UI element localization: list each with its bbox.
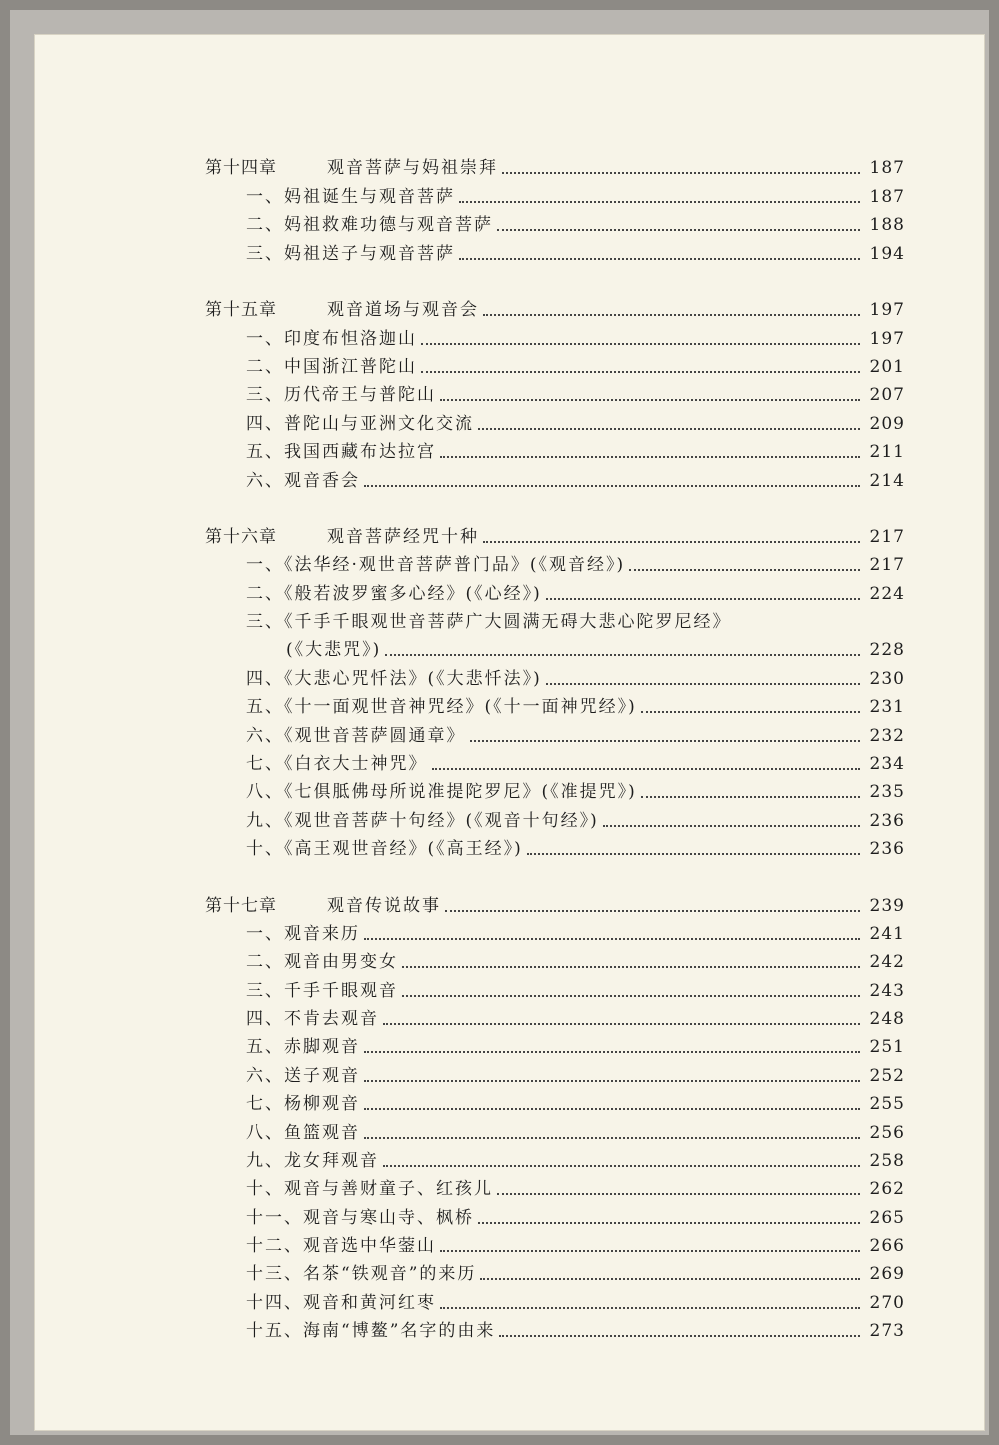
- dot-leader: [432, 766, 860, 770]
- page-number: 197: [869, 300, 905, 320]
- chapter-title: 观音传说故事: [327, 896, 441, 916]
- dot-leader: [364, 1049, 860, 1053]
- toc-section-row: [34, 666, 985, 692]
- section-title: 四、《大悲心咒忏法》(《大悲忏法》): [246, 669, 542, 689]
- page-number: 258: [869, 1151, 905, 1171]
- section-title: 二、妈祖救难功德与观音菩萨: [246, 215, 493, 235]
- dot-leader: [459, 256, 860, 260]
- page-number: 217: [869, 527, 905, 547]
- section-title: 一、印度布怛洛迦山: [246, 329, 417, 349]
- toc-section-row: [34, 1120, 985, 1146]
- page-number: 187: [869, 187, 905, 207]
- toc-section-row: [34, 1318, 985, 1344]
- section-title: 十五、海南“博鳌”名字的由来: [246, 1321, 496, 1341]
- page-number: 255: [869, 1094, 905, 1114]
- toc-chapter-row: [34, 893, 985, 919]
- toc-section-row: [34, 1148, 985, 1174]
- page-number: 269: [869, 1264, 905, 1284]
- chapter-number: 第十五章: [205, 300, 277, 320]
- dot-leader: [402, 993, 860, 997]
- page-number: 262: [869, 1179, 905, 1199]
- page-number: 241: [869, 924, 905, 944]
- page-number: 214: [869, 471, 905, 491]
- dot-leader: [603, 823, 860, 827]
- toc-section-row: [34, 184, 985, 210]
- page-number: 270: [869, 1293, 905, 1313]
- dot-leader: [385, 652, 860, 656]
- toc-section-row: [34, 354, 985, 380]
- page-frame: [10, 10, 989, 1435]
- page-number: 231: [869, 697, 905, 717]
- dot-leader: [629, 567, 860, 571]
- section-title: 二、中国浙江普陀山: [246, 357, 417, 377]
- dot-leader: [641, 709, 860, 713]
- page-number: 232: [869, 726, 905, 746]
- page-number: 236: [869, 839, 905, 859]
- section-title: 七、杨柳观音: [246, 1094, 360, 1114]
- toc-section-row: [34, 723, 985, 749]
- section-title: 七、《白衣大士神咒》: [246, 754, 428, 774]
- dot-leader: [364, 936, 860, 940]
- section-title: 三、千手千眼观音: [246, 981, 398, 1001]
- page-number: 187: [869, 158, 905, 178]
- dot-leader: [440, 1248, 860, 1252]
- toc-section-row: [34, 921, 985, 947]
- page-number: 252: [869, 1066, 905, 1086]
- dot-leader: [364, 1135, 860, 1139]
- dot-leader: [383, 1163, 860, 1167]
- toc-chapter-row: [34, 155, 985, 181]
- chapter-title: 观音菩萨与妈祖崇拜: [327, 158, 498, 178]
- section-title: 十一、观音与寒山寺、枫桥: [246, 1208, 474, 1228]
- section-title: 五、我国西藏布达拉宫: [246, 442, 436, 462]
- dot-leader: [440, 1305, 860, 1309]
- chapter-title: 观音道场与观音会: [327, 300, 479, 320]
- page-number: 201: [869, 357, 905, 377]
- toc-section-row: [34, 411, 985, 437]
- page-number: 188: [869, 215, 905, 235]
- chapter-number: 第十七章: [205, 896, 277, 916]
- toc-section-row: [34, 779, 985, 805]
- toc-section-row: [34, 212, 985, 238]
- section-title: 八、《七俱胝佛母所说准提陀罗尼》(《准提咒》): [246, 782, 637, 802]
- section-title: 六、送子观音: [246, 1066, 360, 1086]
- toc-section-row: [34, 439, 985, 465]
- toc-section-row: [34, 1006, 985, 1032]
- dot-leader: [383, 1021, 860, 1025]
- dot-leader: [478, 426, 860, 430]
- section-title: 三、历代帝王与普陀山: [246, 385, 436, 405]
- page-number: 209: [869, 414, 905, 434]
- section-title: 五、赤脚观音: [246, 1037, 360, 1057]
- section-title: 三、《千手千眼观世音菩萨广大圆满无碍大悲心陀罗尼经》: [246, 612, 732, 632]
- section-title: 六、观音香会: [246, 471, 360, 491]
- page-number: 207: [869, 385, 905, 405]
- section-title: 四、普陀山与亚洲文化交流: [246, 414, 474, 434]
- dot-leader: [364, 483, 860, 487]
- page-number: 211: [869, 442, 905, 462]
- section-title: 十二、观音选中华蓥山: [246, 1236, 436, 1256]
- page-number: 265: [869, 1208, 905, 1228]
- dot-leader: [402, 964, 860, 968]
- section-title: 八、鱼篮观音: [246, 1123, 360, 1143]
- toc-section-row: [34, 326, 985, 352]
- toc-section-row: [34, 1261, 985, 1287]
- section-title: 九、龙女拜观音: [246, 1151, 379, 1171]
- toc-section-row: [34, 552, 985, 578]
- page-number: 266: [869, 1236, 905, 1256]
- dot-leader: [480, 1276, 860, 1280]
- dot-leader: [502, 170, 860, 174]
- dot-leader: [546, 596, 860, 600]
- toc-section-row: [34, 468, 985, 494]
- toc-section-row: [34, 581, 985, 607]
- page-number: 235: [869, 782, 905, 802]
- page-number: 217: [869, 555, 905, 575]
- section-title: 一、观音来历: [246, 924, 360, 944]
- section-title: 三、妈祖送子与观音菩萨: [246, 244, 455, 264]
- dot-leader: [440, 397, 860, 401]
- dot-leader: [421, 341, 860, 345]
- dot-leader: [641, 794, 860, 798]
- table-of-contents: [34, 34, 985, 1431]
- toc-section-row: [34, 637, 985, 663]
- dot-leader: [421, 369, 860, 373]
- toc-section-row: [34, 808, 985, 834]
- section-title: 十四、观音和黄河红枣: [246, 1293, 436, 1313]
- page-number: 228: [869, 640, 905, 660]
- section-title: 九、《观世音菩萨十句经》(《观音十句经》): [246, 811, 599, 831]
- toc-section-row: [34, 1091, 985, 1117]
- toc-section-row: [34, 836, 985, 862]
- dot-leader: [478, 1220, 860, 1224]
- document-page: [34, 34, 985, 1431]
- section-title: 十、观音与善财童子、红孩儿: [246, 1179, 493, 1199]
- page-number: 236: [869, 811, 905, 831]
- toc-section-row: [34, 241, 985, 267]
- toc-section-row: [34, 1034, 985, 1060]
- page-number: 256: [869, 1123, 905, 1143]
- chapter-title: 观音菩萨经咒十种: [327, 527, 479, 547]
- page-number: 273: [869, 1321, 905, 1341]
- section-title: 二、《般若波罗蜜多心经》(《心经》): [246, 584, 542, 604]
- section-title: 五、《十一面观世音神咒经》(《十一面神咒经》): [246, 697, 637, 717]
- toc-section-row: [34, 978, 985, 1004]
- toc-chapter-row: [34, 524, 985, 550]
- dot-leader: [440, 454, 860, 458]
- section-title: 二、观音由男变女: [246, 952, 398, 972]
- chapter-number: 第十四章: [205, 158, 277, 178]
- page-number: 242: [869, 952, 905, 972]
- toc-section-row: [34, 1063, 985, 1089]
- section-title: 十三、名茶“铁观音”的来历: [246, 1264, 477, 1284]
- section-title: 四、不肯去观音: [246, 1009, 379, 1029]
- section-title: (《大悲咒》): [286, 640, 382, 660]
- page-number: 234: [869, 754, 905, 774]
- dot-leader: [497, 1191, 860, 1195]
- page-number: 224: [869, 584, 905, 604]
- dot-leader: [483, 539, 860, 543]
- section-title: 一、妈祖诞生与观音菩萨: [246, 187, 455, 207]
- toc-section-row: [34, 949, 985, 975]
- section-title: 一、《法华经·观世音菩萨普门品》(《观音经》): [246, 555, 626, 575]
- dot-leader: [546, 681, 860, 685]
- page-number: 230: [869, 669, 905, 689]
- page-number: 197: [869, 329, 905, 349]
- toc-section-row: [34, 1290, 985, 1316]
- dot-leader: [364, 1078, 860, 1082]
- dot-leader: [483, 312, 860, 316]
- toc-section-row: [34, 1233, 985, 1259]
- toc-section-row: [34, 1176, 985, 1202]
- dot-leader: [459, 199, 860, 203]
- toc-section-row: [34, 609, 985, 635]
- dot-leader: [470, 738, 860, 742]
- chapter-number: 第十六章: [205, 527, 277, 547]
- section-title: 十、《高王观世音经》(《高王经》): [246, 839, 523, 859]
- toc-section-row: [34, 382, 985, 408]
- page-number: 194: [869, 244, 905, 264]
- page-number: 248: [869, 1009, 905, 1029]
- page-number: 243: [869, 981, 905, 1001]
- dot-leader: [527, 851, 860, 855]
- page-number: 251: [869, 1037, 905, 1057]
- toc-section-row: [34, 751, 985, 777]
- page-number: 239: [869, 896, 905, 916]
- dot-leader: [497, 227, 860, 231]
- toc-section-row: [34, 1205, 985, 1231]
- toc-chapter-row: [34, 297, 985, 323]
- dot-leader: [364, 1106, 860, 1110]
- section-title: 六、《观世音菩萨圆通章》: [246, 726, 466, 746]
- dot-leader: [499, 1333, 860, 1337]
- dot-leader: [445, 908, 860, 912]
- toc-section-row: [34, 694, 985, 720]
